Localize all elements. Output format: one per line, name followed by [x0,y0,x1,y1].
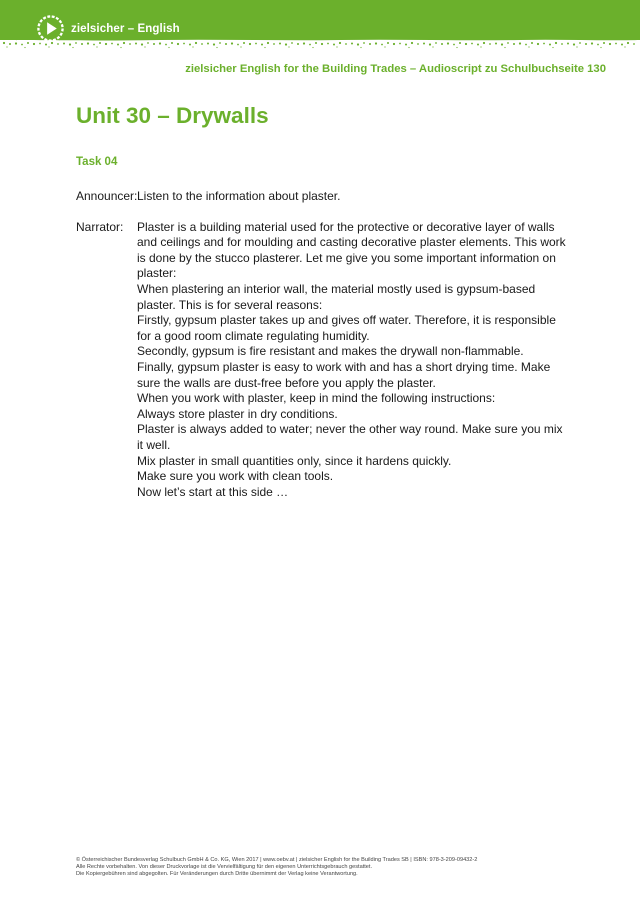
script-entry-announcer [76,189,576,205]
script-line: Listen to the information about plaster. [137,189,341,203]
script-line: Plaster is always added to water; never the other way round. Make sure you mix [137,422,563,437]
header-banner [0,0,640,50]
copyright-footer [76,857,477,878]
script-line: and ceilings and for moulding and casting decorative plaster elements. This work [137,235,566,250]
script-line: it well. [137,437,171,452]
script-line: plaster: [137,266,177,281]
script-line: Always store plaster in dry conditions. [137,406,338,421]
script-line: for a good room climate regulating humidity. [137,328,370,343]
footer-line: Alle Rechte vorbehalten. Von dieser Druckvorlage ist die Vervielfältigung für den eigenen Unterrichtsgebrauch gestattet. [76,864,373,870]
page-title: Unit 30 – Drywalls [76,103,269,128]
script-line: Finally, gypsum plaster is easy to work with and has a short drying time. Make [137,359,551,374]
script-line: Make sure you work with clean tools. [137,469,334,484]
script-entry-narrator [76,220,576,501]
script-line: Mix plaster in small quantities only, since it hardens quickly. [137,453,452,468]
brand-name: zielsicher – English [71,22,180,35]
script-line: When plastering an interior wall, the material mostly used is gypsum-based [137,281,536,296]
script-line: is done by the stucco plasterer. Let me give you some important information on [137,250,556,265]
audioscript [76,189,576,515]
script-line: Firstly, gypsum plaster takes up and gives off water. Therefore, it is responsible [137,313,556,328]
script-line: plaster. This is for several reasons: [137,297,323,312]
script-line: When you work with plaster, keep in mind the following instructions: [137,391,496,406]
script-line: Secondly, gypsum is fire resistant and makes the drywall non-flammable. [137,344,524,359]
task-heading: Task 04 [76,156,118,168]
footer-line: Die Kopiergebühren sind abgegolten. Für Veränderungen durch Dritte übernimmt der Verlag keine Verantwortung. [76,871,358,877]
speaker-text [137,220,576,501]
brand-logo [36,14,180,43]
page-subtitle: zielsicher English for the Building Trades – Audioscript zu Schulbuchseite 130 [185,63,606,75]
script-line: Now let’s start at this side … [137,484,289,499]
footer-line: © Österreichischer Bundesverlag Schulbuch GmbH & Co. KG, Wien 2017 | www.oebv.at | zielsicher English for the Building Trades SB | ISBN: 978-3-209-09432-2 [76,857,478,863]
script-line: sure the walls are dust-free before you apply the plaster. [137,375,436,390]
speaker-text [137,189,576,205]
script-line: Plaster is a building material used for the protective or decorative layer of walls [137,219,555,234]
speaker-label: Narrator: [76,219,124,234]
speaker-label: Announcer: [76,189,138,203]
play-icon [36,14,65,43]
